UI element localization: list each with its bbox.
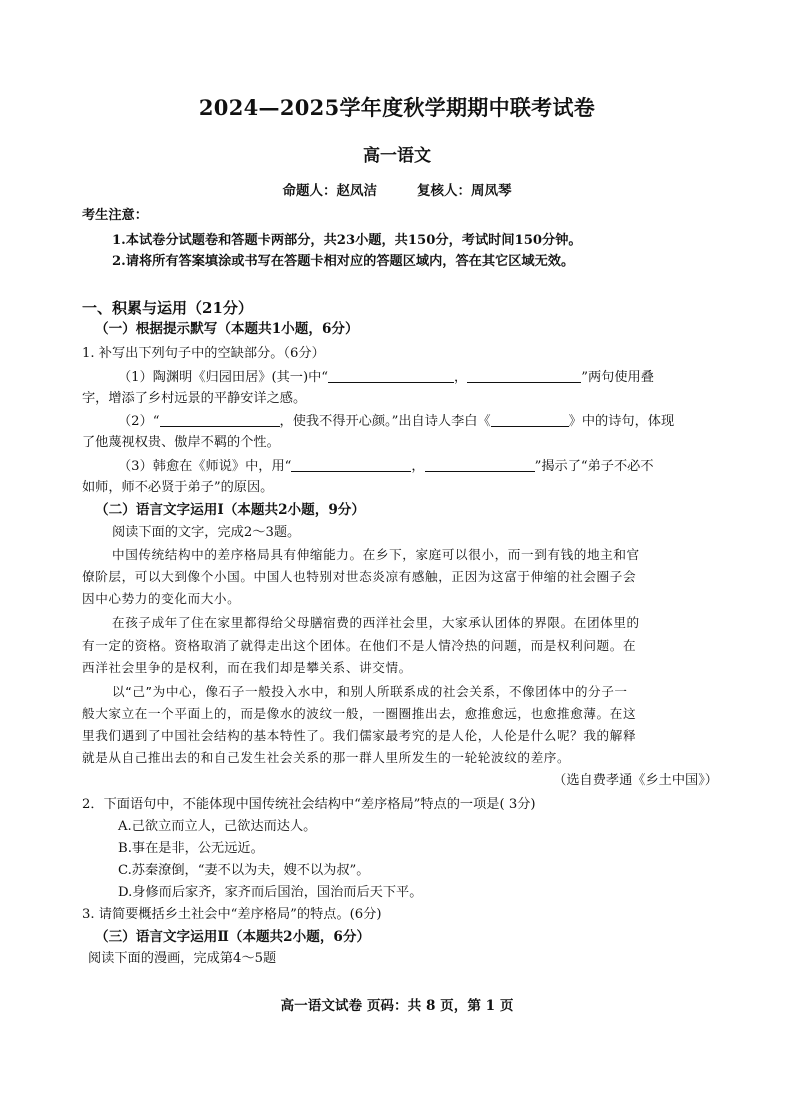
question-1-stem: 1. 补写出下列句子中的空缺部分。（6分） — [82, 346, 325, 361]
section-heading: 一、积累与运用（21分） — [82, 299, 253, 317]
passage-line: 因中心势力的变化而大小。 — [82, 591, 241, 606]
option-c: C.苏秦潦倒，“妻不以为夫，嫂不以为叔”。 — [118, 863, 370, 878]
exam-title: 2024—2025学年度秋学期期中联考试卷 — [198, 95, 596, 120]
passage-line: 中国传统结构中的差序格局具有伸缩能力。在乡下，家庭可以很小，而一到有钱的地主和官 — [112, 547, 640, 562]
notice-item-1: 1.本试卷分试题卷和答题卡两部分，共23小题，共150分，考试时间150分钟。 — [112, 233, 582, 248]
question-1-a: （1）陶渊明《归园田居》(其一)中“ ， ”两句使用叠 — [118, 370, 654, 385]
passage-line: 僚阶层，可以大到像个小国。中国人也特别对世态炎凉有感触，正因为这富于伸缩的社会圈子会 — [82, 569, 637, 584]
passage-line: 般大家立在一个平面上的，而是像水的波纹一般，一圈圈推出去，愈推愈远，也愈推愈薄。在这 — [82, 706, 637, 721]
option-a: A.己欲立而立人，己欲达而达人。 — [118, 819, 317, 834]
question-1-b-cont: 了他蔑视权贵、傲岸不羁的个性。 — [82, 435, 280, 450]
comic-intro: 阅读下面的漫画，完成第4～5题 — [88, 951, 277, 966]
option-d: D.身修而后家齐，家齐而后国治，国治而后天下平。 — [118, 885, 423, 900]
passage-line: 在孩子成年了住在家里都得给父母膳宿费的西洋社会里，大家承认团体的界限。在团体里的 — [112, 615, 640, 630]
answer-blank[interactable] — [291, 457, 411, 472]
exam-subject: 高一语文 — [363, 146, 431, 166]
passage-line: 有一定的资格。资格取消了就得走出这个团体。在他们不是人情冷热的问题，而是权利问题。在 — [82, 638, 637, 653]
answer-blank[interactable] — [491, 412, 569, 427]
passage-source: （选自费孝通《乡土中国》） — [553, 773, 718, 788]
exam-authors — [0, 179, 794, 199]
answer-blank[interactable] — [328, 368, 454, 383]
page-footer: 高一语文试卷 页码：共 8 页，第 1 页 — [280, 998, 514, 1014]
answer-blank[interactable] — [467, 368, 581, 383]
passage-line: 西洋社会里争的是权利，而在我们却是攀关系、讲交情。 — [82, 660, 412, 675]
option-b: B.事在是非，公无远近。 — [118, 841, 264, 856]
question-1-c: （3）韩愈在《师说》中，用“ ， ”揭示了“弟子不必不 — [118, 459, 654, 474]
question-1-a-cont: 字，增添了乡村远景的平静安详之感。 — [82, 391, 307, 406]
passage-intro: 阅读下面的文字，完成2～3题。 — [112, 525, 301, 540]
reviewer-label: 复核人：周凤琴 — [417, 183, 512, 199]
part-heading-1: （一）根据提示默写（本题共1小题，6分） — [95, 321, 359, 337]
passage-line: 就是从自己推出去的和自己发生社会关系的那一群人里所发生的一轮轮波纹的差序。 — [82, 750, 571, 765]
answer-blank[interactable] — [425, 457, 535, 472]
notice-item-2: 2.请将所有答案填涂或书写在答题卡相对应的答题区域内，答在其它区域无效。 — [112, 254, 575, 269]
author-label: 命题人：赵凤洁 — [282, 183, 377, 199]
passage-line: 以“己”为中心，像石子一般投入水中，和别人所联系成的社会关系，不像团体中的分子一 — [112, 684, 628, 699]
answer-blank[interactable] — [160, 412, 280, 427]
part-heading-2: （二）语言文字运用Ⅰ（本题共2小题，9分） — [95, 502, 365, 518]
question-1-b: （2）“ ，使我不得开心颜。”出自诗人李白《 》中的诗句，体现 — [118, 414, 675, 429]
part-heading-3: （三）语言文字运用Ⅱ（本题共2小题，6分） — [95, 929, 371, 945]
notice-heading: 考生注意： — [82, 208, 148, 223]
passage-line: 里我们遇到了中国社会结构的基本特性了。我们儒家最考究的是人伦，人伦是什么呢？我的解释 — [82, 728, 637, 743]
question-1-c-cont: 如师，师不必贤于弟子”的原因。 — [82, 480, 274, 495]
question-2-stem: 2．下面语句中，不能体现中国传统社会结构中“差序格局”特点的一项是( 3分) — [82, 797, 536, 812]
question-3-stem: 3. 请简要概括乡土社会中“差序格局”的特点。(6分) — [82, 907, 382, 922]
